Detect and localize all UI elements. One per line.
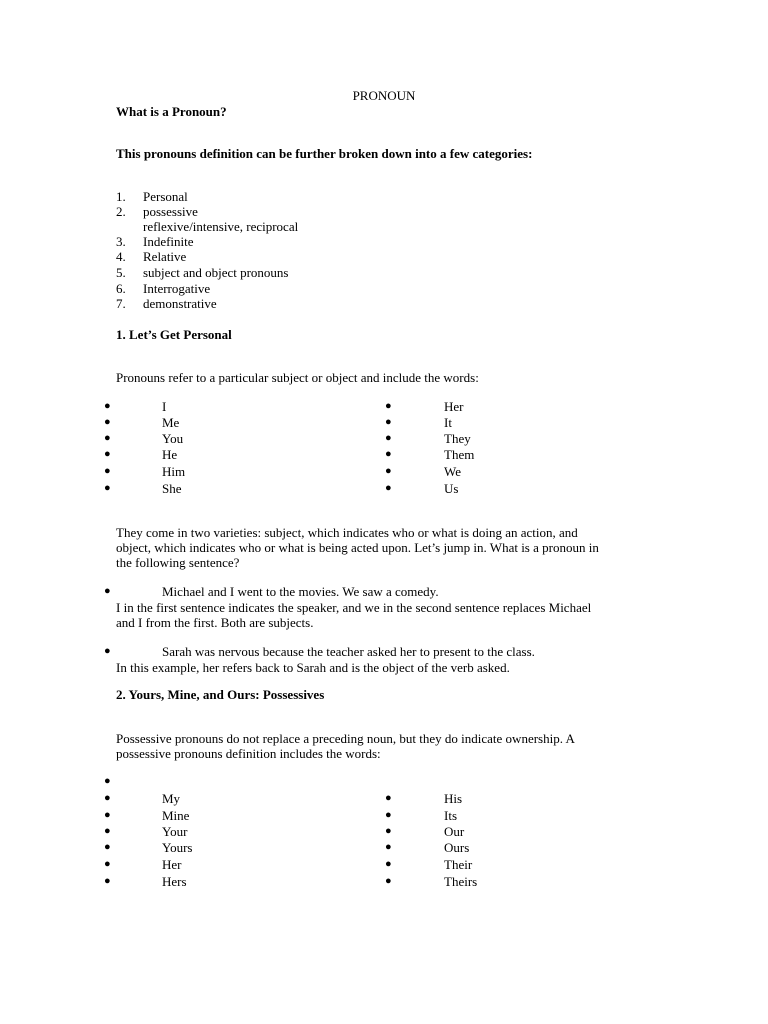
section1-intro: Pronouns refer to a particular subject or object and include the words: xyxy=(116,370,479,385)
list-number: 2. xyxy=(116,204,126,219)
list-item: Us xyxy=(444,481,459,496)
list-text: reflexive/intensive, reciprocal xyxy=(143,219,299,234)
bullet-icon: ● xyxy=(104,792,111,804)
list-item: Them xyxy=(444,447,475,462)
list-item: Him xyxy=(162,464,186,479)
list-number: 5. xyxy=(116,265,126,280)
bullet-icon: ● xyxy=(385,858,392,870)
paragraph-line: and I from the first. Both are subjects. xyxy=(116,615,314,630)
bullet-icon: ● xyxy=(385,432,392,444)
paragraph-line: the following sentence? xyxy=(116,555,240,570)
list-number: 1. xyxy=(116,189,126,204)
bullet-icon: ● xyxy=(385,825,392,837)
list-item: His xyxy=(444,791,463,806)
bullet-icon: ● xyxy=(385,841,392,853)
list-text: Indefinite xyxy=(143,234,194,249)
list-item: Their xyxy=(444,857,473,872)
bullet-icon: ● xyxy=(104,465,111,477)
bullet-icon: ● xyxy=(385,448,392,460)
list-item: Our xyxy=(444,824,465,839)
paragraph-line: I in the first sentence indicates the speaker, and we in the second sentence replaces Michael xyxy=(116,600,592,615)
paragraph-line: object, which indicates who or what is being acted upon. Let’s jump in. What is a pronoun in xyxy=(116,540,599,555)
list-item: They xyxy=(444,431,471,446)
list-item: He xyxy=(162,447,178,462)
paragraph-line: In this example, her refers back to Sarah and is the object of the verb asked. xyxy=(116,660,510,675)
bullet-icon: ● xyxy=(104,825,111,837)
bullet-icon: ● xyxy=(104,448,111,460)
bullet-icon: ● xyxy=(104,775,111,787)
bullet-icon: ● xyxy=(104,809,111,821)
page-title: PRONOUN xyxy=(352,88,416,103)
list-item: Me xyxy=(162,415,180,430)
bullet-icon: ● xyxy=(104,416,111,428)
list-number: 4. xyxy=(116,249,126,264)
what-is-pronoun-heading: What is a Pronoun? xyxy=(116,104,227,119)
bullet-icon: ● xyxy=(385,400,392,412)
list-text: Interrogative xyxy=(143,281,211,296)
bullet-icon: ● xyxy=(385,809,392,821)
section2-heading: 2. Yours, Mine, and Ours: Possessives xyxy=(116,687,325,702)
list-item: She xyxy=(162,481,182,496)
list-item: You xyxy=(162,431,184,446)
list-item: Ours xyxy=(444,840,470,855)
bullet-icon: ● xyxy=(104,875,111,887)
example-sentence: Michael and I went to the movies. We saw a comedy. xyxy=(162,584,439,599)
list-text: subject and object pronouns xyxy=(143,265,289,280)
bullet-icon: ● xyxy=(385,875,392,887)
bullet-icon: ● xyxy=(104,400,111,412)
bullet-icon: ● xyxy=(385,792,392,804)
bullet-icon: ● xyxy=(385,482,392,494)
paragraph-line: Possessive pronouns do not replace a preceding noun, but they do indicate ownership. A xyxy=(116,731,575,746)
list-item: Your xyxy=(162,824,188,839)
bullet-icon: ● xyxy=(385,416,392,428)
categories-heading: This pronouns definition can be further broken down into a few categories: xyxy=(116,146,533,161)
list-number: 7. xyxy=(116,296,126,311)
bullet-icon: ● xyxy=(104,858,111,870)
bullet-icon: ● xyxy=(104,841,111,853)
paragraph-line: They come in two varieties: subject, which indicates who or what is doing an action, and xyxy=(116,525,578,540)
list-item: Theirs xyxy=(444,874,478,889)
list-item: Her xyxy=(444,399,464,414)
list-number: 3. xyxy=(116,234,126,249)
paragraph-line: possessive pronouns definition includes the words: xyxy=(116,746,381,761)
list-number: 6. xyxy=(116,281,126,296)
list-item: My xyxy=(162,791,181,806)
example-sentence: Sarah was nervous because the teacher asked her to present to the class. xyxy=(162,644,535,659)
bullet-icon: ● xyxy=(104,645,111,657)
list-item: We xyxy=(444,464,461,479)
list-item: It xyxy=(444,415,452,430)
list-item: I xyxy=(162,399,167,414)
list-item: Mine xyxy=(162,808,190,823)
bullet-icon: ● xyxy=(104,482,111,494)
list-item: Its xyxy=(444,808,457,823)
list-item: Her xyxy=(162,857,182,872)
list-text: possessive xyxy=(143,204,198,219)
bullet-icon: ● xyxy=(104,585,111,597)
list-text: demonstrative xyxy=(143,296,217,311)
section1-heading: 1. Let’s Get Personal xyxy=(116,327,232,342)
list-item: Hers xyxy=(162,874,187,889)
list-text: Personal xyxy=(143,189,188,204)
bullet-icon: ● xyxy=(385,465,392,477)
list-item: Yours xyxy=(162,840,193,855)
list-text: Relative xyxy=(143,249,187,264)
bullet-icon: ● xyxy=(104,432,111,444)
